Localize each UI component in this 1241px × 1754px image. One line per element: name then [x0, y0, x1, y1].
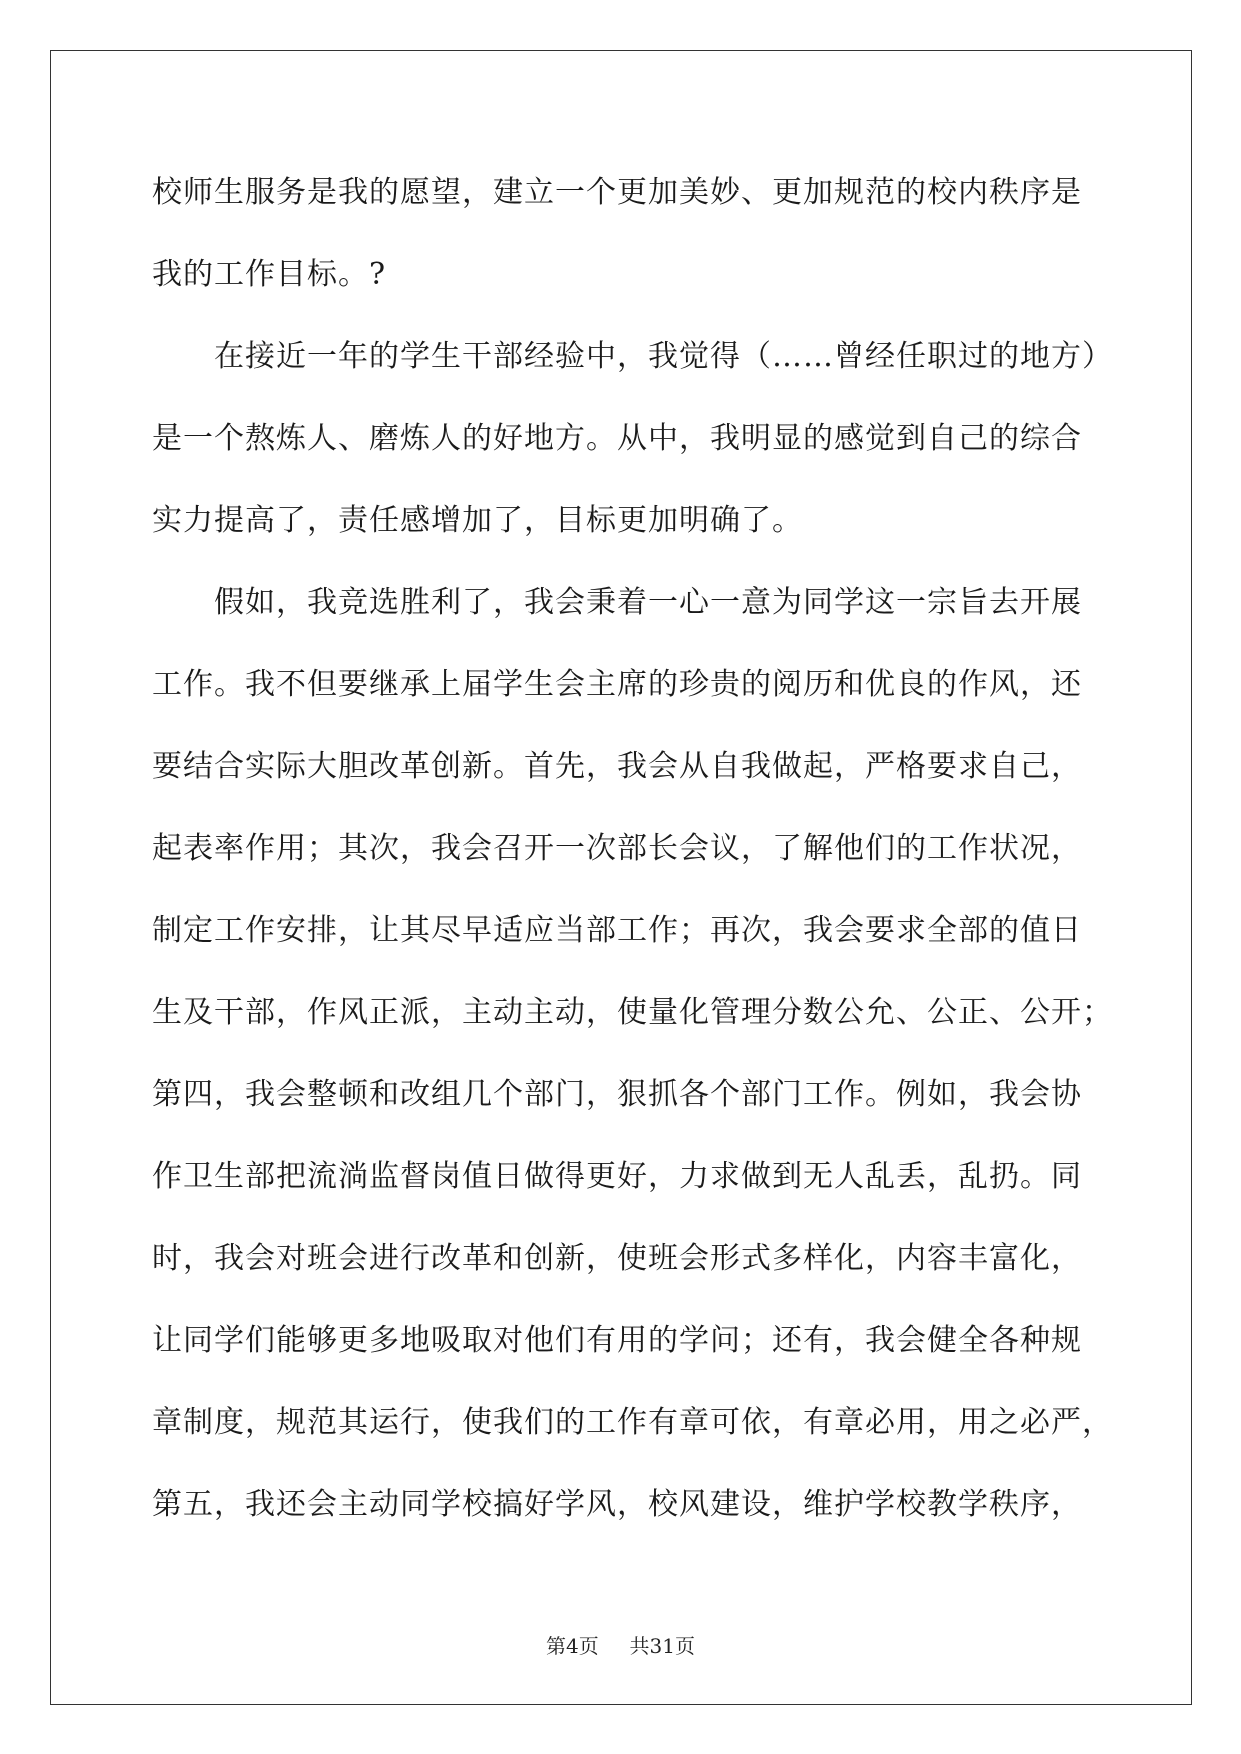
text-line: 制定工作安排，让其尽早适应当部工作；再次，我会要求全部的值日 [152, 913, 1082, 948]
text-line: 时，我会对班会进行改革和创新，使班会形式多样化，内容丰富化， [152, 1241, 1082, 1276]
document-body [152, 152, 1113, 1546]
text-line: 工作。我不但要继承上届学生会主席的珍贵的阅历和优良的作风，还 [152, 667, 1082, 702]
text-line: 让同学们能够更多地吸取对他们有用的学问；还有，我会健全各种规 [152, 1323, 1082, 1358]
text-line: 起表率作用；其次，我会召开一次部长会议，了解他们的工作状况， [152, 831, 1082, 866]
text-line: 实力提高了，责任感增加了，目标更加明确了。 [152, 503, 803, 538]
text-line: 是一个熬炼人、磨炼人的好地方。从中，我明显的感觉到自己的综合 [152, 421, 1082, 456]
text-line: 校师生服务是我的愿望，建立一个更加美妙、更加规范的校内秩序是 [152, 175, 1082, 210]
text-line: 第五，我还会主动同学校搞好学风，校风建设，维护学校教学秩序， [152, 1487, 1082, 1522]
text-line: 生及干部，作风正派，主动主动，使量化管理分数公允、公正、公开； [152, 995, 1113, 1030]
text-line: 章制度，规范其运行，使我们的工作有章可依，有章必用，用之必严， [152, 1405, 1113, 1440]
page-number: 第4页 [546, 1634, 599, 1658]
text-line: 要结合实际大胆改革创新。首先，我会从自我做起，严格要求自己， [152, 749, 1082, 784]
paragraph-start-line: 假如，我竞选胜利了，我会秉着一心一意为同学这一宗旨去开展 [214, 585, 1082, 620]
page-footer [0, 1634, 1241, 1658]
text-line: 第四，我会整顿和改组几个部门，狠抓各个部门工作。例如，我会协 [152, 1077, 1082, 1112]
text-line: 我的工作目标。? [152, 257, 387, 292]
text-line: 作卫生部把流淌监督岗值日做得更好，力求做到无人乱丢，乱扔。同 [152, 1159, 1082, 1194]
paragraph-start-line: 在接近一年的学生干部经验中，我觉得（……曾经任职过的地方） [214, 339, 1113, 374]
page-total: 共31页 [629, 1634, 695, 1658]
